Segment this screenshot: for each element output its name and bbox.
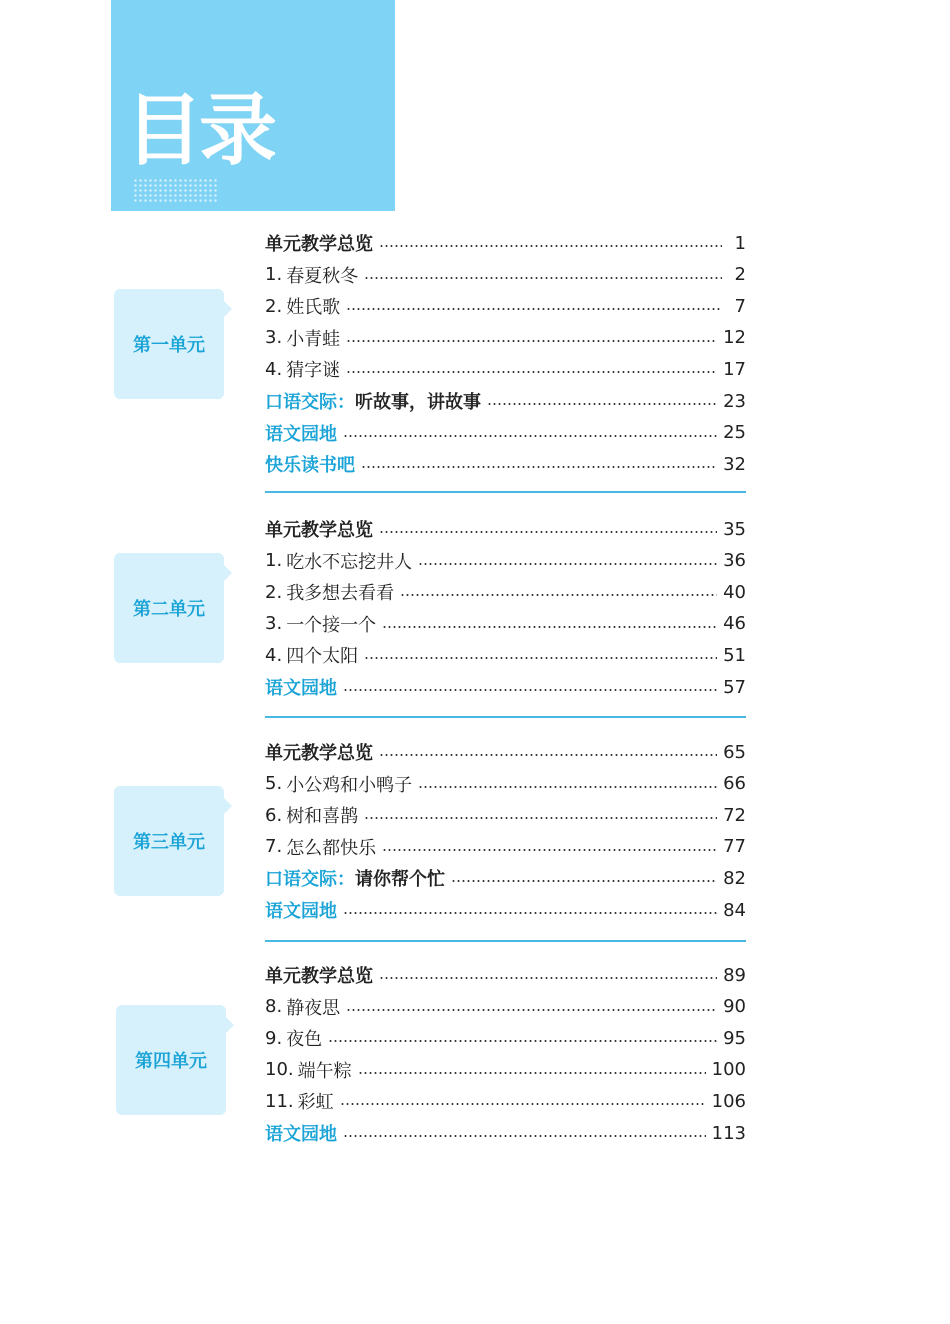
entry-category: 口语交际： bbox=[265, 392, 355, 413]
entry-title: 静夜思 bbox=[286, 997, 341, 1019]
entry-title: 请你帮个忙 bbox=[355, 869, 445, 891]
entry-title: 单元教学总览 bbox=[265, 743, 373, 764]
entry-title: 树和喜鹊 bbox=[286, 806, 359, 828]
entry-title: 四个太阳 bbox=[286, 646, 359, 668]
dot-leader bbox=[343, 1135, 706, 1137]
entry-title: 吃水不忘挖井人 bbox=[286, 551, 413, 573]
toc-entry[interactable] bbox=[265, 832, 746, 862]
entry-title: 姓氏歌 bbox=[286, 297, 341, 319]
entry-title: 猜字谜 bbox=[286, 360, 341, 382]
page-number: 23 bbox=[723, 390, 746, 412]
entry-number: 1. bbox=[265, 264, 283, 286]
entry-title: 单元教学总览 bbox=[265, 966, 373, 987]
page-number: 90 bbox=[723, 996, 746, 1018]
page-number: 106 bbox=[711, 1090, 746, 1112]
dot-leader bbox=[340, 1103, 706, 1105]
section-divider bbox=[265, 491, 746, 493]
entry-title: 单元教学总览 bbox=[265, 234, 373, 255]
entry-category: 口语交际： bbox=[265, 869, 355, 891]
page-number: 12 bbox=[723, 327, 746, 349]
toc-entry[interactable] bbox=[265, 769, 746, 799]
entry-number: 4. bbox=[265, 644, 283, 666]
section-divider bbox=[265, 940, 746, 942]
page-number: 1 bbox=[734, 232, 746, 254]
dot-leader bbox=[364, 657, 717, 659]
page-number: 2 bbox=[734, 264, 746, 286]
dot-leader bbox=[418, 786, 717, 788]
page-number: 100 bbox=[711, 1059, 746, 1081]
entry-title: 快乐读书吧 bbox=[265, 455, 355, 477]
dot-leader bbox=[382, 849, 717, 851]
page-title: 目录 bbox=[125, 86, 274, 176]
toc-entry[interactable] bbox=[265, 386, 746, 416]
dot-leader bbox=[346, 371, 717, 373]
entry-number: 4. bbox=[265, 358, 283, 380]
dot-leader bbox=[379, 245, 722, 247]
page-number: 65 bbox=[723, 741, 746, 763]
entry-number: 6. bbox=[265, 804, 283, 826]
entry-title: 语文园地 bbox=[265, 901, 337, 922]
page-number: 77 bbox=[723, 836, 746, 858]
dot-leader bbox=[358, 1072, 706, 1074]
unit-label: 第二单元 bbox=[114, 553, 224, 663]
page-number: 82 bbox=[723, 867, 746, 889]
dot-leader bbox=[346, 1009, 717, 1011]
page-number: 36 bbox=[723, 550, 746, 572]
entry-number: 3. bbox=[265, 613, 283, 635]
toc-entry[interactable] bbox=[265, 449, 746, 479]
dot-leader bbox=[400, 594, 717, 596]
entry-title: 端午粽 bbox=[297, 1060, 352, 1082]
entry-title: 语文园地 bbox=[265, 1124, 337, 1145]
unit-label: 第四单元 bbox=[116, 1005, 226, 1115]
section-divider bbox=[265, 716, 746, 718]
title-block bbox=[111, 0, 395, 211]
toc-entry[interactable] bbox=[265, 992, 746, 1022]
toc-entry[interactable] bbox=[265, 863, 746, 893]
entry-title: 听故事，讲故事 bbox=[355, 392, 481, 413]
entry-title: 语文园地 bbox=[265, 678, 337, 699]
dot-leader bbox=[451, 880, 717, 882]
toc-entry[interactable] bbox=[265, 323, 746, 353]
page-number: 25 bbox=[723, 422, 746, 444]
entry-number: 2. bbox=[265, 295, 283, 317]
toc-entry[interactable] bbox=[265, 418, 746, 448]
toc-entry[interactable] bbox=[265, 1055, 746, 1085]
dot-leader bbox=[379, 754, 717, 756]
dot-leader bbox=[487, 403, 717, 405]
toc-entry[interactable] bbox=[265, 546, 746, 576]
entry-number: 3. bbox=[265, 327, 283, 349]
entry-number: 2. bbox=[265, 581, 283, 603]
toc-entry[interactable] bbox=[265, 737, 746, 767]
entry-title: 单元教学总览 bbox=[265, 520, 373, 541]
page-number: 89 bbox=[723, 964, 746, 986]
page-number: 46 bbox=[723, 613, 746, 635]
toc-entry[interactable] bbox=[265, 1118, 746, 1148]
entry-title: 语文园地 bbox=[265, 423, 337, 445]
toc-entry[interactable] bbox=[265, 1086, 746, 1116]
dot-leader bbox=[346, 340, 717, 342]
entry-title: 小青蛙 bbox=[286, 328, 341, 350]
entry-title: 彩虹 bbox=[297, 1092, 334, 1114]
toc-entry[interactable] bbox=[265, 354, 746, 384]
page-number: 72 bbox=[723, 804, 746, 826]
page-number: 84 bbox=[723, 899, 746, 921]
dot-leader bbox=[418, 563, 717, 565]
toc-entry[interactable] bbox=[265, 291, 746, 321]
toc-entry[interactable] bbox=[265, 895, 746, 925]
page-number: 95 bbox=[723, 1027, 746, 1049]
page-number: 51 bbox=[723, 644, 746, 666]
entry-number: 11. bbox=[265, 1090, 294, 1112]
entry-number: 1. bbox=[265, 550, 283, 572]
entry-title: 小公鸡和小鸭子 bbox=[286, 774, 413, 796]
toc-entry[interactable] bbox=[265, 514, 746, 544]
dot-leader bbox=[328, 1040, 717, 1042]
unit-label: 第一单元 bbox=[114, 289, 224, 399]
entry-number: 7. bbox=[265, 836, 283, 858]
toc-entry[interactable] bbox=[265, 1023, 746, 1053]
entry-title: 怎么都快乐 bbox=[286, 837, 377, 859]
page-number: 113 bbox=[711, 1122, 746, 1144]
dot-leader bbox=[343, 689, 717, 691]
dot-leader bbox=[343, 912, 717, 914]
entry-number: 9. bbox=[265, 1027, 283, 1049]
toc-entry[interactable] bbox=[265, 228, 746, 258]
toc-entry[interactable] bbox=[265, 260, 746, 290]
dot-leader bbox=[382, 626, 717, 628]
entry-number: 8. bbox=[265, 996, 283, 1018]
dot-leader bbox=[343, 435, 717, 437]
entry-title: 我多想去看看 bbox=[286, 583, 395, 605]
toc-entry[interactable] bbox=[265, 672, 746, 702]
page-number: 66 bbox=[723, 773, 746, 795]
dot-leader bbox=[379, 531, 717, 533]
dot-leader bbox=[379, 977, 717, 979]
toc-entry[interactable] bbox=[265, 800, 746, 830]
entry-title: 一个接一个 bbox=[286, 614, 377, 636]
page-number: 32 bbox=[723, 453, 746, 475]
entry-number: 5. bbox=[265, 773, 283, 795]
toc-entry[interactable] bbox=[265, 640, 746, 670]
dot-leader bbox=[361, 466, 717, 468]
page-number: 40 bbox=[723, 581, 746, 603]
dot-leader bbox=[346, 308, 722, 310]
title-dot-pattern bbox=[133, 178, 217, 204]
toc-entry[interactable] bbox=[265, 609, 746, 639]
page-number: 17 bbox=[723, 358, 746, 380]
entry-number: 10. bbox=[265, 1059, 294, 1081]
page-number: 7 bbox=[734, 295, 746, 317]
page-number: 35 bbox=[723, 518, 746, 540]
dot-leader bbox=[364, 817, 717, 819]
toc-entry[interactable] bbox=[265, 577, 746, 607]
page-number: 57 bbox=[723, 676, 746, 698]
toc-entry[interactable] bbox=[265, 960, 746, 990]
dot-leader bbox=[364, 277, 722, 279]
entry-title: 春夏秋冬 bbox=[286, 265, 359, 287]
entry-title: 夜色 bbox=[286, 1029, 323, 1051]
unit-label: 第三单元 bbox=[114, 786, 224, 896]
